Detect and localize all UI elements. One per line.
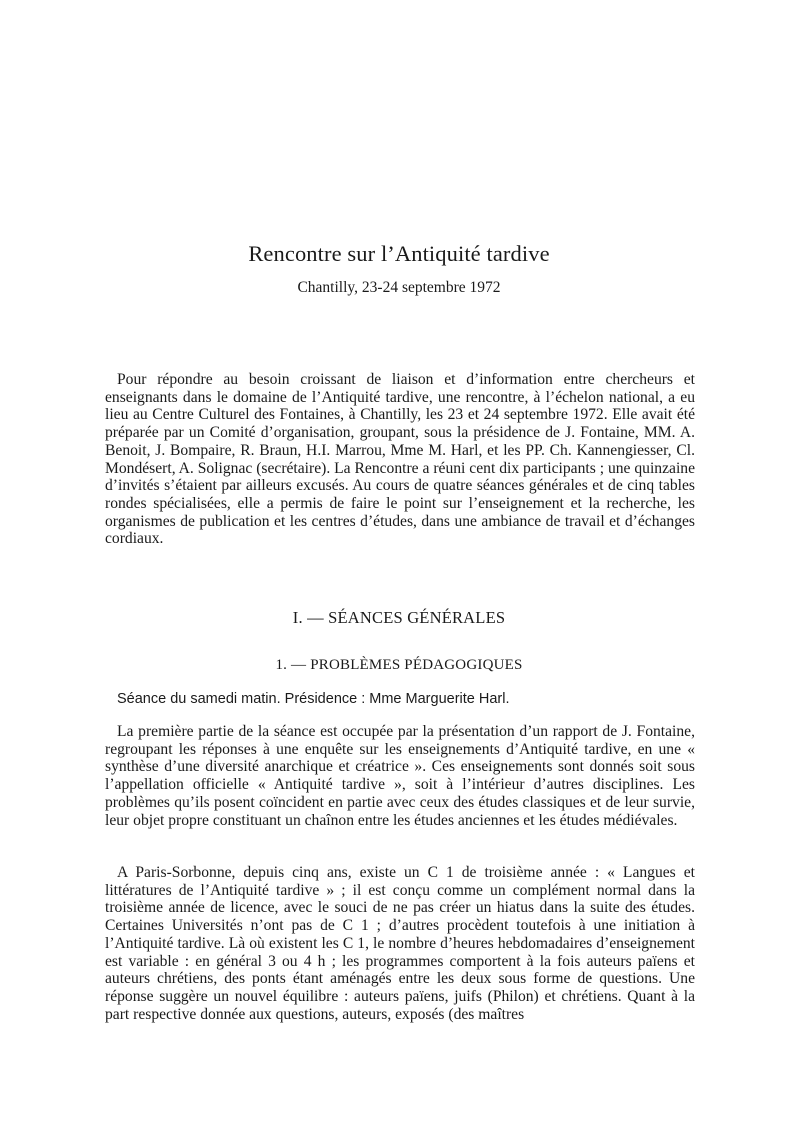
- article-subtitle: Chantilly, 23-24 septembre 1972: [297, 279, 501, 296]
- subsection-heading: 1. — PROBLÈMES PÉDAGOGIQUES: [275, 657, 523, 673]
- section-heading: I. — SÉANCES GÉNÉRALES: [292, 608, 506, 627]
- body-paragraph-1: La première partie de la séance est occupée par la présentation d’un rapport de J. Fontaine, regroupant les réponses à une enquête sur les enseignements d’Antiquité tardive, en une « synthèse d’une diversité anarchique et créatrice ». Ces enseignements sont donnés soit sous l’appellation officielle « Antiquité tardive », soit à l’intérieur d’autres disciplines. Les problèmes qu’ils posent coïncident en partie avec ceux des études classiques et de leur survie, leur objet propre constituant un chaînon entre les études anciennes et les études médiévales.: [105, 723, 695, 829]
- body-paragraph-2: A Paris-Sorbonne, depuis cinq ans, existe un C 1 de troisième année : « Langues et littératures de l’Antiquité tardive » ; il est conçu comme un complément normal dans la troisième année de licence, avec le souci de ne pas créer un hiatus dans la suite des études. Certaines Universités n’ont pas de C 1 ; d’autres procèdent toutefois à une initiation à l’Antiquité tardive. Là où existent les C 1, le nombre d’heures hebdomadaires d’enseignement est variable : en général 3 ou 4 h ; les programmes comportent à la fois auteurs païens et auteurs chrétiens, des ponts étant aménagés entre les deux sous forme de questions. Une réponse suggère un nouvel équilibre : auteurs païens, juifs (Philon) et chrétiens. Quant à la part respective donnée aux questions, auteurs, exposés (des maîtres: [105, 864, 695, 1023]
- intro-paragraph: Pour répondre au besoin croissant de liaison et d’information entre chercheurs et enseignants dans le domaine de l’Antiquité tardive, une rencontre, à l’échelon national, a eu lieu au Centre Culturel des Fontaines, à Chantilly, les 23 et 24 septembre 1972. Elle avait été préparée par un Comité d’organisation, groupant, sous la présidence de J. Fontaine, MM. A. Benoit, J. Bompaire, R. Braun, H.I. Marrou, Mme M. Harl, et les PP. Ch. Kannengiesser, Cl. Mondésert, A. Solignac (secrétaire). La Rencontre a réuni cent dix participants ; une quinzaine d’invités s’étaient par ailleurs excusés. Au cours de quatre séances générales et de cinq tables rondes spécialisées, elle a permis de faire le point sur l’enseignement et la recherche, les organismes de publication et les centres d’études, dans une ambiance de travail et d’échanges cordiaux.: [105, 371, 695, 548]
- article-title: Rencontre sur l’Antiquité tardive: [248, 241, 550, 266]
- session-line: Séance du samedi matin. Présidence : Mme Marguerite Harl.: [117, 691, 510, 707]
